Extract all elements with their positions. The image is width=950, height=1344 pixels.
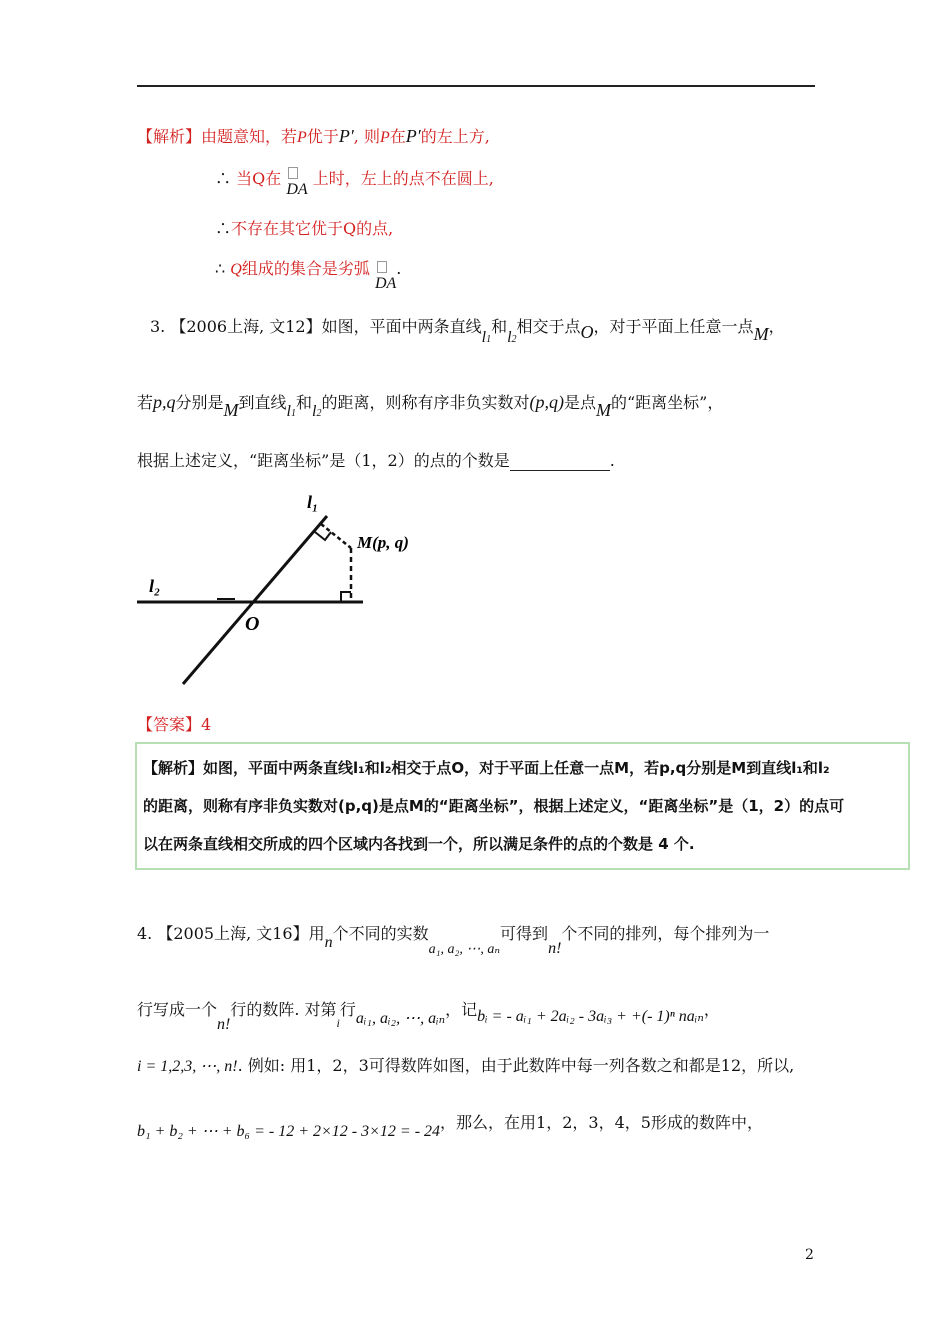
pair-pq: (p,q) xyxy=(529,392,564,412)
text: , 则 xyxy=(353,127,380,146)
text: 分别是 xyxy=(175,393,224,412)
line-l1 xyxy=(482,329,491,346)
index-range: i = 1,2,3, ⋯, n! xyxy=(137,1058,238,1075)
therefore-symbol: ∴ xyxy=(215,169,232,188)
problem4-line2 xyxy=(137,997,720,1033)
var-p-prime: P′ xyxy=(405,126,421,146)
row-sequence: aᵢ₁, aᵢ₂, ⋯, aᵢₙ xyxy=(355,1010,446,1027)
page-number: 2 xyxy=(805,1247,814,1263)
text: 1 xyxy=(486,334,492,345)
arc-da xyxy=(375,275,396,293)
point-m: M xyxy=(753,324,769,344)
problem3-line1 xyxy=(150,314,785,346)
text: 在 xyxy=(389,127,406,146)
perpendicular-to-l1 xyxy=(321,524,351,548)
analysis-label: 【解析】 xyxy=(137,127,202,146)
text: 上时，左上的点不在圆上, xyxy=(312,169,494,188)
text: 4. 【2005上海, 文16】用 xyxy=(137,924,325,943)
text: ，对于平面上任意一点 xyxy=(593,317,754,336)
text: 行写成一个 xyxy=(137,1000,218,1019)
var-i: i xyxy=(336,1016,340,1030)
answer-blank xyxy=(510,456,610,471)
var-p: P xyxy=(379,129,390,146)
text: l xyxy=(286,403,291,420)
text: 可得到 xyxy=(500,924,549,943)
problem4-line3 xyxy=(137,1053,794,1076)
analysis2-line3: 以在两条直线相交所成的四个区域内各找到一个，所以满足条件的点的个数是 4 个. xyxy=(143,835,695,853)
label-l1: l₁ xyxy=(307,492,319,512)
right-angle-mark-l1 xyxy=(315,532,331,540)
n-factorial: n! xyxy=(217,1016,231,1033)
text: 组成的集合是劣弧 xyxy=(241,259,370,278)
point-m: M xyxy=(223,400,239,420)
text: ，那么，在用1，2，3，4，5形成的数阵中， xyxy=(440,1113,763,1132)
line-l1 xyxy=(287,403,296,420)
analysis1-line2 xyxy=(215,166,494,198)
header-rule xyxy=(137,85,815,87)
analysis2-line2: 的距离，则称有序非负实数对(p,q)是点M的“距离坐标”，根据上述定义，“距离坐标”是（1，2）的点可 xyxy=(143,797,845,815)
text: 个不同的排列，每个排列为一 xyxy=(561,924,770,943)
sequence-a: a₁, a₂, ⋯, aₙ xyxy=(428,942,501,957)
var-n: n xyxy=(324,934,333,951)
answer-line xyxy=(137,712,211,735)
problem4-line1 xyxy=(137,921,770,957)
text: . xyxy=(396,259,402,278)
text: 由题意知，若 xyxy=(201,127,298,146)
distance-coordinate-figure xyxy=(137,488,437,688)
line-l2 xyxy=(507,329,516,346)
b-sum-equation: b₁ + b₂ + ⋯ + b₆ = - 12 + 2×12 - 3×12 = - 24 xyxy=(137,1123,441,1140)
problem3-line2 xyxy=(137,390,724,420)
problem3-line3 xyxy=(137,448,615,471)
line-l2 xyxy=(312,403,321,420)
text: l xyxy=(312,403,317,420)
text: ， xyxy=(703,1000,720,1019)
b-definition: bᵢ = - aᵢ₁ + 2aᵢ₂ - 3aᵢ₃ + +(- 1)ⁿ naᵢₙ xyxy=(477,1008,704,1025)
var-q: Q xyxy=(230,261,242,278)
therefore-symbol: ∴ xyxy=(215,219,232,238)
analysis2-line1: 【解析】如图，平面中两条直线l₁和l₂相交于点O，对于平面上任意一点M，若p,q分别是M到直线l₁和l₂ xyxy=(143,759,830,777)
label-l2: l₂ xyxy=(149,576,161,596)
n-factorial: n! xyxy=(548,940,562,957)
text: 到直线 xyxy=(238,393,287,412)
arc-da xyxy=(286,181,307,199)
therefore-symbol: ∴ xyxy=(215,259,226,278)
text: 的左上方, xyxy=(420,127,490,146)
var-pq: p,q xyxy=(153,392,176,412)
analysis1-line4 xyxy=(215,256,402,292)
text: ， xyxy=(768,317,785,336)
text: ，记 xyxy=(445,1000,478,1019)
text: 若 xyxy=(137,393,154,412)
var-p-prime: P′ xyxy=(338,126,354,146)
point-m: M xyxy=(596,400,611,420)
text: 不存在其它优于Q的点, xyxy=(231,219,394,238)
line-l1-shape xyxy=(183,516,327,684)
text: . 例如: 用1，2，3可得数阵如图，由于此数阵中每一列各数之和都是12，所以, xyxy=(237,1056,795,1075)
analysis1-line3 xyxy=(215,216,393,239)
text: 行的数阵. 对第 xyxy=(230,1000,337,1019)
text: 是点 xyxy=(563,393,596,412)
text: . xyxy=(609,451,615,470)
analysis1-line1 xyxy=(137,124,490,147)
point-o: O xyxy=(580,322,594,342)
problem4-line4 xyxy=(137,1110,763,1140)
text: 和 xyxy=(491,317,508,336)
text: 当Q在 xyxy=(236,169,282,188)
text: l xyxy=(481,329,487,346)
label-m: M(p, q) xyxy=(357,533,409,552)
text: 和 xyxy=(296,393,313,412)
text: 相交于点 xyxy=(516,317,581,336)
text: 的距离，则称有序非负实数对 xyxy=(321,393,530,412)
text: 的“距离坐标”， xyxy=(611,393,724,412)
text: 根据上述定义，“距离坐标”是（1，2）的点的个数是 xyxy=(137,451,510,470)
var-p: P xyxy=(297,129,307,146)
arc-mark-icon xyxy=(377,261,387,273)
label-o: O xyxy=(245,613,260,635)
text: 3. 【2006上海, 文12】如图，平面中两条直线 xyxy=(150,317,482,336)
arc-label: DA xyxy=(286,181,308,198)
text: 优于 xyxy=(306,127,339,146)
text: 行 xyxy=(339,1000,356,1019)
arc-label: DA xyxy=(374,275,397,292)
figure-svg xyxy=(137,488,437,688)
answer-value: 4 xyxy=(201,715,212,734)
text: 个不同的实数 xyxy=(332,924,429,943)
text: 2 xyxy=(511,334,517,345)
text: 1 xyxy=(291,408,296,419)
answer-label: 【答案】 xyxy=(137,715,202,734)
analysis2-box xyxy=(135,742,910,870)
text: 2 xyxy=(316,408,322,419)
text: l xyxy=(507,329,512,346)
arc-mark-icon xyxy=(288,167,298,179)
